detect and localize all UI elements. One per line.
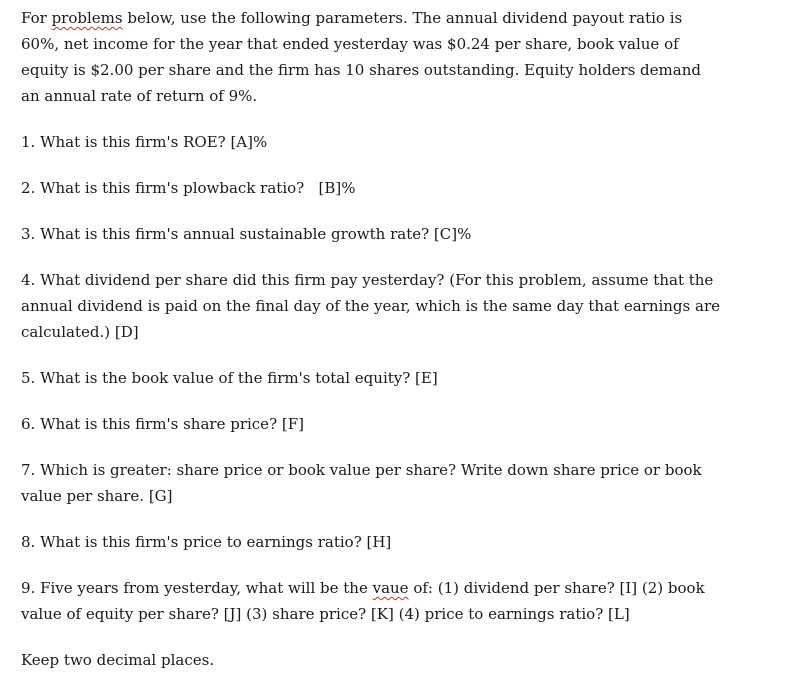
footer-instruction: Keep two decimal places.	[21, 651, 215, 669]
misspelled-word-vaue[interactable]: vaue	[372, 579, 409, 597]
question-8: 8. What is this firm's price to earnings ratio? [H]	[21, 533, 392, 551]
intro-post: below, use the following parameters. The annual dividend payout ratio is 60%, net income for the year that ended yesterday was $0.24 per share, book value of equity is $2.00 per share and the firm has 10 shares outstanding. Equity holders demand an annual rate of return of 9%.	[21, 9, 701, 105]
intro-pre: For	[21, 9, 52, 27]
question-9	[21, 575, 721, 627]
question-6: 6. What is this firm's share price? [F]	[21, 415, 304, 433]
intro-paragraph	[21, 5, 721, 109]
question-1: 1. What is this firm's ROE? [A]%	[21, 133, 268, 151]
question-7: 7. Which is greater: share price or book value per share? Write down share price or book value per share. [G]	[21, 461, 702, 505]
question-2: 2. What is this firm's plowback ratio? [B]%	[21, 179, 356, 197]
document-body	[21, 5, 721, 693]
question-9-pre: 9. Five years from yesterday, what will be the	[21, 579, 373, 597]
question-9-post: of: (1) dividend per share? [I] (2) book value of equity per share? [J] (3) share price? [K] (4) price to earnings ratio? [L]	[21, 579, 705, 623]
misspelled-word-problems[interactable]: problems	[51, 9, 123, 27]
question-5: 5. What is the book value of the firm's total equity? [E]	[21, 369, 438, 387]
question-3: 3. What is this firm's annual sustainable growth rate? [C]%	[21, 225, 472, 243]
question-4: 4. What dividend per share did this firm pay yesterday? (For this problem, assume that the annual dividend is paid on the final day of the year, which is the same day that earnings are calculated.) [D]	[21, 271, 720, 341]
